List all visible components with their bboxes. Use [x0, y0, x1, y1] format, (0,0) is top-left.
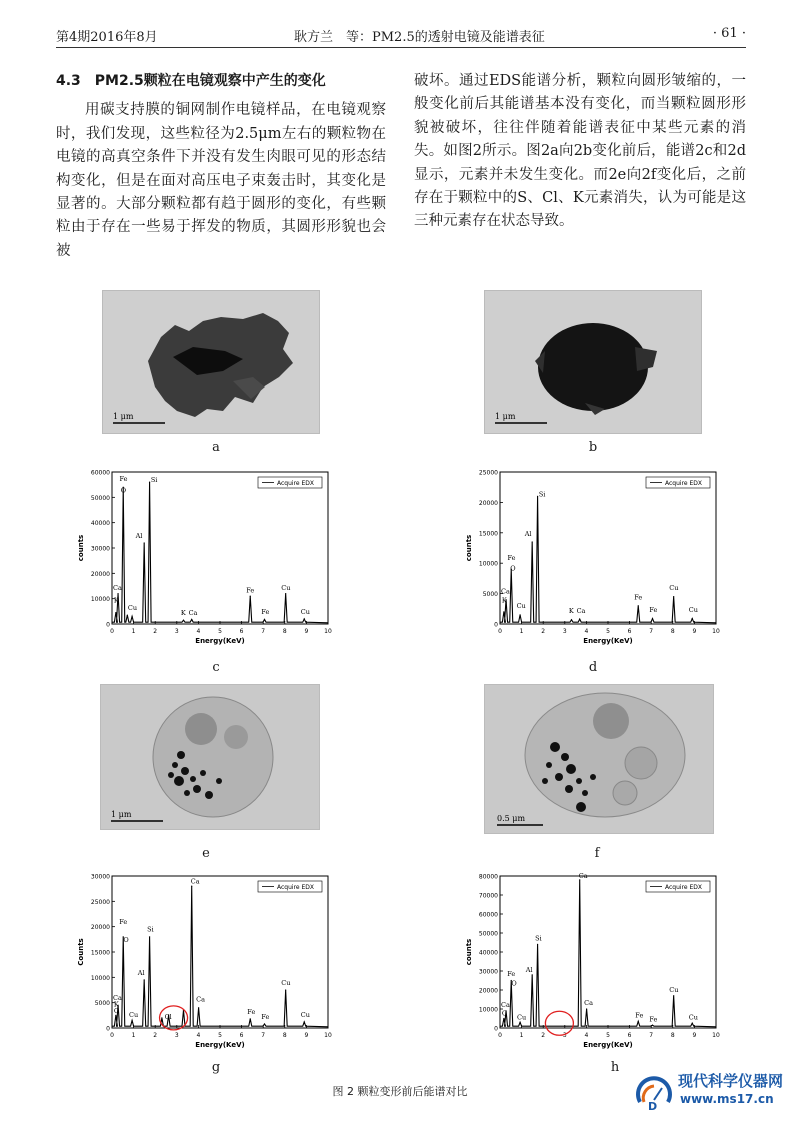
x-tick-label: 4	[584, 1032, 589, 1039]
peak-label: Fe	[635, 1011, 644, 1020]
peak-point-ca	[117, 593, 118, 594]
x-tick-label: 7	[649, 1032, 654, 1039]
y-axis-label: Counts	[77, 938, 85, 966]
peak-label: Cu	[669, 583, 679, 592]
eds-chart-g	[74, 866, 338, 1062]
x-tick-label: 2	[541, 628, 546, 635]
spectrum-line	[500, 496, 716, 622]
panel-label-f: f	[594, 846, 600, 861]
peak-point-cu	[519, 1022, 520, 1023]
peak-label: Fe	[246, 586, 255, 595]
peak-label: Fe	[649, 1015, 658, 1024]
y-tick-label: 15000	[90, 949, 110, 957]
y-tick-label: 50000	[90, 494, 110, 502]
body-paragraph-left: 用碳支持膜的铜网制作电镜样品，在电镜观察时，我们发现，这些粒径为2.5μm左右的颗粒物在电镜的高真空条件下并没有发生肉眼可见的形态结构变化，但是在面对高压电子束轰击时，其变化是显著的。大部分颗粒都有趋于圆形的变化，有些颗粒由于存在一些易于挥发的物质，其圆形形貌也会被	[56, 102, 386, 259]
right-column	[414, 70, 746, 234]
x-tick-label: 9	[304, 628, 309, 635]
scale-bar-e: 1 μm	[111, 810, 132, 819]
peak-label: Cu	[517, 1013, 527, 1022]
peak-point-s	[161, 1017, 162, 1018]
y-tick-label: 40000	[90, 520, 110, 528]
peak-label: Fe	[634, 593, 643, 602]
x-axis-label: Energy(KeV)	[583, 637, 633, 645]
y-tick-label: 10000	[478, 1006, 498, 1014]
peak-point-fe	[264, 619, 265, 620]
panel-label-b: b	[588, 440, 598, 455]
x-tick-label: 2	[153, 1032, 158, 1039]
peak-label: Ca	[500, 1001, 510, 1010]
x-axis-label: Energy(KeV)	[583, 1041, 633, 1049]
peak-label: Cu	[688, 1013, 698, 1022]
spectrum-line	[112, 886, 328, 1027]
tem-image-b	[484, 290, 702, 434]
peak-label: Si	[147, 925, 154, 934]
peak-point-fe	[652, 1025, 653, 1026]
x-tick-label: 8	[670, 628, 675, 635]
y-tick-label: 10000	[90, 974, 110, 982]
y-tick-label: 20000	[478, 499, 498, 507]
peak-label: Cu	[127, 604, 138, 613]
spectrum-line	[112, 482, 328, 623]
watermark-url: www.ms17.cn	[680, 1092, 774, 1106]
peak-label: C	[501, 1009, 507, 1018]
peak-point-fe	[638, 1021, 639, 1022]
peak-point-cu	[692, 1023, 693, 1024]
y-tick-label: 5000	[94, 1000, 110, 1008]
peak-point-cu	[519, 614, 520, 615]
x-tick-label: 3	[562, 1032, 567, 1039]
header-page-number: · 61 ·	[712, 26, 746, 41]
peak-point-si	[537, 944, 538, 945]
legend-label: Acquire EDX	[665, 884, 703, 891]
y-tick-label: 70000	[478, 892, 498, 900]
eds-spectrum-c	[74, 462, 338, 658]
scale-bar-b: 1 μm	[495, 412, 516, 421]
eds-spectrum-d	[462, 462, 726, 658]
tem-particle-f	[485, 685, 713, 833]
legend-label: Acquire EDX	[277, 884, 315, 891]
x-tick-label: 10	[712, 1032, 720, 1039]
tem-particle-e	[101, 685, 319, 829]
peak-point-al	[532, 541, 533, 542]
peak-label: Ca	[500, 587, 510, 596]
peak-label: Al	[137, 968, 145, 977]
peak-label: O	[510, 564, 516, 573]
x-tick-label: 6	[239, 628, 244, 635]
y-tick-label: 40000	[478, 949, 498, 957]
header-title: 耿方兰 等：PM2.5的透射电镜及能谱表征	[294, 30, 545, 45]
peak-label: C	[113, 1006, 119, 1015]
y-tick-label: 80000	[478, 873, 498, 881]
peak-label: Ca	[584, 999, 593, 1008]
x-tick-label: 6	[627, 628, 632, 635]
peak-point-cu	[304, 1021, 305, 1022]
peak-point-cu	[131, 1020, 132, 1021]
y-tick-label: 60000	[478, 911, 498, 919]
peak-label: Fe	[261, 607, 270, 616]
peak-label: Ca	[196, 995, 205, 1004]
peak-label: Cu	[300, 1010, 310, 1019]
panel-label-a: a	[212, 440, 220, 455]
peak-label: K	[113, 596, 119, 605]
peak-label: Ca	[112, 583, 122, 592]
x-tick-label: 8	[282, 1032, 287, 1039]
eds-chart-c	[74, 462, 338, 658]
peak-label: Ca	[112, 994, 122, 1003]
section-heading: 4.3 PM2.5颗粒在电镜观察中产生的变化	[56, 73, 326, 89]
x-tick-label: 4	[584, 628, 589, 635]
x-tick-label: 5	[218, 628, 222, 635]
panel-label-e: e	[202, 846, 210, 861]
x-tick-label: 3	[174, 1032, 179, 1039]
y-axis-label: counts	[465, 534, 473, 562]
plot-frame	[112, 876, 328, 1028]
x-tick-label: 2	[153, 628, 158, 635]
x-tick-label: 1	[519, 1032, 524, 1039]
peak-label: O	[120, 486, 127, 495]
x-tick-label: 10	[324, 628, 332, 635]
scale-bar-f: 0.5 μm	[497, 814, 526, 823]
eds-spectrum-h	[462, 866, 726, 1062]
peak-point-fe	[652, 618, 653, 619]
x-tick-label: 4	[196, 1032, 201, 1039]
x-tick-label: 1	[519, 628, 524, 635]
y-tick-label: 30000	[90, 873, 110, 881]
eds-spectrum-g	[74, 866, 338, 1062]
peak-point-ca	[586, 1008, 587, 1009]
peak-label: Cl	[164, 1012, 172, 1021]
x-tick-label: 3	[174, 628, 179, 635]
peak-label: Fe	[119, 474, 128, 483]
y-tick-label: 20000	[90, 924, 110, 932]
y-tick-label: 10000	[90, 596, 110, 604]
header-issue: 第4期2016年8月	[56, 30, 158, 45]
y-tick-label: 25000	[90, 898, 110, 906]
highlight-circle	[545, 1011, 573, 1035]
x-tick-label: 7	[261, 628, 266, 635]
peak-label: Cu	[669, 985, 679, 994]
x-tick-label: 6	[239, 1032, 244, 1039]
gauge-logo-icon	[634, 1072, 674, 1112]
tem-image-f	[484, 684, 714, 834]
tem-image-a	[102, 290, 320, 434]
eds-chart-h	[462, 866, 726, 1062]
peak-point-k	[183, 620, 184, 621]
peak-label: Ca	[190, 877, 200, 886]
x-tick-label: 9	[692, 628, 697, 635]
peak-label: Ca	[576, 607, 586, 616]
peak-label: Al	[524, 529, 532, 538]
y-axis-label: counts	[77, 534, 85, 562]
peak-label: Cu	[129, 1010, 139, 1019]
eds-chart-d	[462, 462, 726, 658]
y-axis-label: counts	[465, 938, 473, 966]
body-paragraph-right: 破坏。通过EDS能谱分析，颗粒向圆形皱缩的，一般变化前后其能谱基本没有变化，而当颗粒圆形形貌被破坏，往往伴随着能谱表征中某些元素的消失。如图2所示。图2a向2b变化前后，能谱2c和2d显示，元素并未发生变化。而2e向2f变化后，之前存在于颗粒中的S、Cl、K元素消失，认为可能是这三种元素存在状态导致。	[414, 73, 746, 230]
x-tick-label: 2	[541, 1032, 546, 1039]
peak-point-fe	[638, 605, 639, 606]
peak-point-ca	[198, 1007, 199, 1008]
x-tick-label: 7	[261, 1032, 266, 1039]
x-axis-label: Energy(KeV)	[195, 637, 245, 645]
header-rule	[56, 47, 746, 48]
x-tick-label: 4	[196, 628, 201, 635]
y-tick-label: 10000	[478, 560, 498, 568]
x-tick-label: 1	[131, 628, 136, 635]
peak-point-fe	[127, 615, 128, 616]
peak-label: Cu	[281, 583, 291, 592]
peak-point-c	[115, 612, 116, 613]
peak-point-cu	[673, 596, 674, 597]
running-header	[56, 26, 746, 46]
peak-point-al	[144, 542, 145, 543]
peak-label: Fe	[507, 969, 516, 978]
y-tick-label: 5000	[482, 591, 498, 599]
y-tick-label: 20000	[478, 987, 498, 995]
x-tick-label: 5	[218, 1032, 222, 1039]
peak-point-al	[144, 979, 145, 980]
x-axis-label: Energy(KeV)	[195, 1041, 245, 1049]
peak-label: Fe	[119, 918, 128, 927]
peak-point-c	[503, 611, 504, 612]
x-tick-label: 0	[498, 1032, 502, 1039]
peak-point-cu	[131, 616, 132, 617]
x-tick-label: 10	[712, 628, 720, 635]
legend-label: Acquire EDX	[277, 480, 315, 487]
peak-label: Fe	[649, 605, 658, 614]
y-tick-label: 0	[106, 621, 110, 629]
peak-point-fe	[264, 1023, 265, 1024]
panel-label-c: c	[212, 660, 220, 675]
peak-label: Cu	[300, 607, 310, 616]
figure-caption: 图 2 颗粒变形前后能谱对比	[332, 1085, 468, 1098]
spectrum-line	[500, 880, 716, 1027]
peak-label: Cu	[688, 605, 698, 614]
x-tick-label: 5	[606, 1032, 610, 1039]
peak-label: Si	[535, 934, 542, 943]
peak-label: Fe	[261, 1012, 270, 1021]
y-tick-label: 25000	[478, 469, 498, 477]
y-tick-label: 20000	[90, 570, 110, 578]
y-tick-label: 30000	[478, 968, 498, 976]
x-tick-label: 0	[110, 628, 114, 635]
x-tick-label: 7	[649, 628, 654, 635]
peak-point-si	[149, 936, 150, 937]
peak-point-cu	[285, 989, 286, 990]
x-tick-label: 9	[304, 1032, 309, 1039]
peak-label: Cu	[516, 602, 526, 611]
y-tick-label: 0	[494, 1025, 498, 1033]
peak-point-fe	[250, 1018, 251, 1019]
y-tick-label: 60000	[90, 469, 110, 477]
svg-text:D: D	[648, 1100, 658, 1112]
peak-label: Al	[135, 531, 143, 540]
peak-label: Cu	[281, 978, 291, 987]
tem-particle-b	[485, 291, 701, 433]
x-tick-label: 5	[606, 628, 610, 635]
tem-particle-a	[103, 291, 319, 433]
panel-label-d: d	[588, 660, 598, 675]
peak-point-ca	[191, 886, 192, 887]
peak-point-fe	[250, 596, 251, 597]
x-tick-label: 9	[692, 1032, 697, 1039]
peak-label: Fe	[507, 554, 516, 563]
tem-image-e	[100, 684, 320, 830]
x-tick-label: 0	[498, 628, 502, 635]
peak-label: K	[113, 1000, 119, 1009]
y-tick-label: 15000	[478, 530, 498, 538]
peak-point-c	[115, 1015, 116, 1016]
panel-label-g: g	[211, 1060, 221, 1075]
peak-label: Ca	[578, 871, 588, 880]
peak-point-cu	[285, 593, 286, 594]
peak-point-ca	[191, 619, 192, 620]
peak-label: Fe	[247, 1007, 256, 1016]
x-tick-label: 3	[562, 628, 567, 635]
left-column	[56, 70, 386, 263]
peak-label: Si	[538, 490, 546, 499]
peak-point-al	[532, 974, 533, 975]
y-tick-label: 30000	[90, 545, 110, 553]
peak-label: K	[501, 596, 507, 605]
peak-point-cu	[673, 995, 674, 996]
peak-label: Ca	[188, 609, 198, 618]
peak-point-c	[503, 1018, 504, 1019]
scale-bar-a: 1 μm	[113, 412, 134, 421]
peak-point-ca	[579, 619, 580, 620]
peak-point-cu	[304, 618, 305, 619]
peak-point-k	[571, 619, 572, 620]
y-tick-label: 50000	[478, 930, 498, 938]
panel-label-h: h	[610, 1060, 620, 1075]
watermark-logo	[634, 1068, 794, 1116]
peak-point-cu	[692, 618, 693, 619]
x-tick-label: 8	[282, 628, 287, 635]
peak-label: O	[511, 979, 517, 988]
plot-frame	[500, 876, 716, 1028]
peak-label: K	[568, 607, 574, 616]
y-tick-label: 0	[494, 621, 498, 629]
y-tick-label: 0	[106, 1025, 110, 1033]
x-tick-label: 6	[627, 1032, 632, 1039]
peak-label: K	[180, 609, 186, 618]
peak-label: Si	[150, 476, 158, 485]
x-tick-label: 0	[110, 1032, 114, 1039]
x-tick-label: 8	[670, 1032, 675, 1039]
peak-label: O	[123, 935, 129, 944]
peak-label: Al	[525, 965, 533, 974]
legend-label: Acquire EDX	[665, 480, 703, 487]
x-tick-label: 1	[131, 1032, 136, 1039]
watermark-name: 现代科学仪器网	[678, 1072, 784, 1090]
x-tick-label: 10	[324, 1032, 332, 1039]
